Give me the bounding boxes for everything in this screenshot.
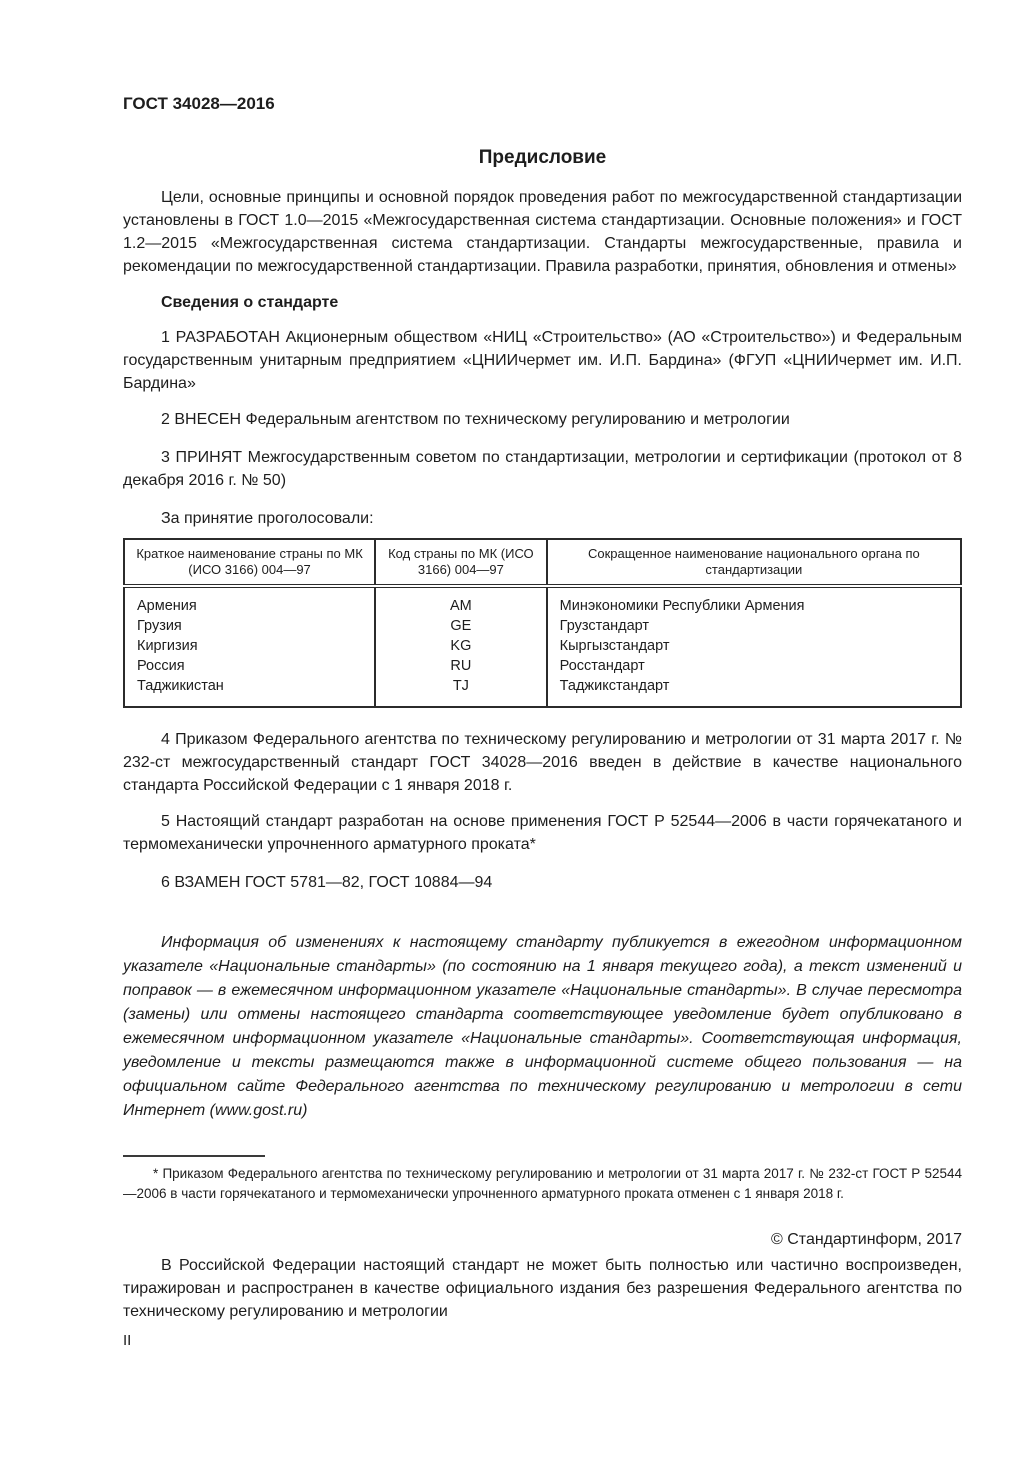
intro-paragraph: Цели, основные принципы и основной порядок проведения работ по межгосударственной стандартизации установлены в ГОСТ 1.0—2015 «Межгосударственная система стандартизации. Основные положения» и ГОСТ 1.2—2015 «Межгосударственная система стандартизации. Стандарты межгосударственные, правила и рекомендации по межгосударственной стандартизации. Правила разработки, принятия, обновления и отмены» (123, 189, 962, 275)
cell-code: TJ (375, 676, 547, 707)
vote-intro: За принятие проголосовали: (161, 510, 374, 527)
item-adopted: 3 ПРИНЯТ Межгосударственным советом по стандартизации, метрологии и сертификации (протокол от 8 декабря 2016 г. № 50) (123, 449, 962, 489)
item-submitted: 2 ВНЕСЕН Федеральным агентством по техническому регулированию и метрологии (161, 411, 790, 428)
table-row (124, 676, 961, 707)
section-heading-standard-info: Сведения о стандарте (161, 294, 339, 311)
amendments-info-note: Информация об изменениях к настоящему стандарту публикуется в ежегодном информационном указателе «Национальные стандарты» (по состоянию на 1 января текущего года), а текст изменений и поправок — в ежемесячном информационном указателе «Национальные стандарты». В случае пересмотра (замены) или отмены настоящего стандарта соответствующее уведомление будет опубликовано в ежемесячном информационном указателе «Национальные стандарты». Соответствующая информация, уведомление и тексты размещаются также в информационной системе общего пользования — на официальном сайте Федерального агентства по техническому регулированию и метрологии в сети Интернет (www.gost.ru) (123, 934, 962, 1119)
reproduction-restriction-note: В Российской Федерации настоящий стандарт не может быть полностью или частично воспроизведен, тиражирован и распространен в качестве официального издания без разрешения Федерального агентства по техническому регулированию и метрологии (123, 1257, 962, 1320)
copyright-line: © Стандартинформ, 2017 (771, 1231, 962, 1248)
table-row (124, 616, 961, 636)
cell-org: Таджикстандарт (547, 676, 961, 707)
table-row (124, 656, 961, 676)
cell-country: Таджикистан (124, 676, 375, 707)
table-row (124, 636, 961, 656)
cell-org: Кыргызстандарт (547, 636, 961, 656)
cell-org: Минэкономики Республики Армения (547, 586, 961, 616)
cell-country: Россия (124, 656, 375, 676)
footnote-text: * Приказом Федерального агентства по техническому регулированию и метрологии от 31 марта 2017 г. № 232-ст ГОСТ Р 52544—2006 в части горячекатаного и термомеханически упрочненного арматурного проката отменен с 1 января 2018 г. (123, 1166, 962, 1201)
page-number: II (123, 1332, 132, 1349)
column-header-code: Код страны по МК (ИСО 3166) 004—97 (375, 539, 547, 586)
footnote-divider (123, 1155, 265, 1157)
cell-code: KG (375, 636, 547, 656)
voting-countries-table (123, 538, 962, 708)
cell-org: Грузстандарт (547, 616, 961, 636)
standard-number: ГОСТ 34028—2016 (123, 94, 275, 113)
item-replaces: 6 ВЗАМЕН ГОСТ 5781—82, ГОСТ 10884—94 (161, 874, 493, 891)
item-basis: 5 Настоящий стандарт разработан на основе применения ГОСТ Р 52544—2006 в части горячекатаного и термомеханически упрочненного арматурного проката* (123, 813, 962, 853)
table-row (124, 586, 961, 616)
cell-country: Армения (124, 586, 375, 616)
cell-country: Киргизия (124, 636, 375, 656)
cell-code: RU (375, 656, 547, 676)
cell-code: GE (375, 616, 547, 636)
table-header-row (124, 539, 961, 586)
item-order: 4 Приказом Федерального агентства по техническому регулированию и метрологии от 31 марта 2017 г. № 232-ст межгосударственный стандарт ГОСТ 34028—2016 введен в действие в качестве национального стандарта Российской Федерации с 1 января 2018 г. (123, 731, 962, 794)
cell-country: Грузия (124, 616, 375, 636)
column-header-org: Сокращенное наименование национального органа по стандартизации (547, 539, 961, 586)
item-developed: 1 РАЗРАБОТАН Акционерным обществом «НИЦ «Строительство» (АО «Строительство») и Федеральным государственным унитарным предприятием «ЦНИИчермет им. И.П. Бардина» (ФГУП «ЦНИИчермет им. И.П. Бардина» (123, 329, 962, 392)
vote-table-body (124, 586, 961, 707)
cell-code: AM (375, 586, 547, 616)
column-header-country: Краткое наименование страны по МК (ИСО 3166) 004—97 (124, 539, 375, 586)
page-title: Предисловие (478, 147, 607, 168)
spacer (123, 907, 962, 931)
cell-org: Росстандарт (547, 656, 961, 676)
